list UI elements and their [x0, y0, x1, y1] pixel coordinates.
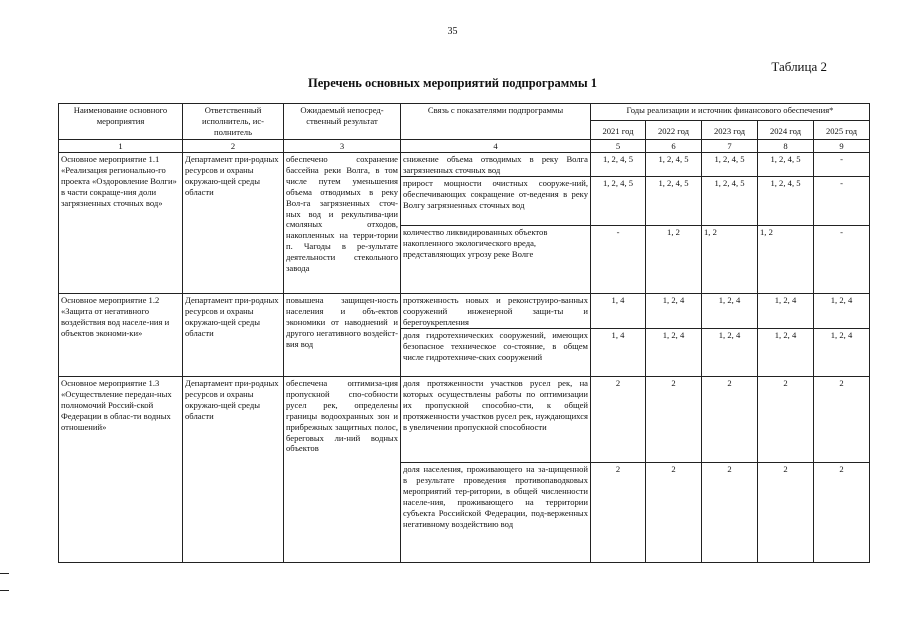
year-value: 1, 2, 4, 5: [646, 177, 702, 226]
year-value: 1, 2, 4, 5: [702, 153, 758, 177]
year-value: -: [814, 177, 870, 226]
header-row: [59, 104, 870, 121]
year-value: 1, 2: [702, 226, 758, 294]
column-number: 2: [183, 140, 284, 153]
column-number: 9: [814, 140, 870, 153]
year-value: -: [814, 153, 870, 177]
column-number: 1: [59, 140, 183, 153]
indicator-cell: доля населения, проживающего на за-щищенной в результате проведения противопаводковых мероприятий тер-ритории, в общей численности населе-ния, проживающего на территории субъекта Российской Федерации, под-верженных негативному воздействию вод: [401, 463, 591, 563]
table-label: Таблица 2: [771, 59, 827, 74]
year-value: -: [814, 226, 870, 294]
event-name: Основное мероприятие 1.1 «Реализация регионально-го проекта «Оздоровление Волги» в части сокраще-ния доли загрязненных сточных вод»: [59, 153, 183, 294]
indicator-cell: доля протяженности участков русел рек, на которых осуществлены работы по оптимизации их пропускной способно-сти, к общей протяженности участков русел рек, нуждающихся в увеличении пропускной способности: [401, 377, 591, 463]
year-value: 1, 2, 4: [646, 294, 702, 329]
year-value: 1, 2: [758, 226, 814, 294]
header-years-group: Годы реализации и источник финансового обеспечения*: [591, 104, 870, 121]
document-title: Перечень основных мероприятий подпрограммы 1: [308, 76, 597, 90]
table-row: [59, 153, 870, 177]
year-value: -: [591, 226, 646, 294]
year-value: 1, 2, 4, 5: [702, 177, 758, 226]
year-value: 1, 2, 4: [646, 329, 702, 377]
header-year: 2024 год: [758, 121, 814, 140]
year-value: 2: [591, 463, 646, 563]
year-value: 2: [814, 463, 870, 563]
header-link: Связь с показателями подпрограммы: [401, 104, 591, 140]
year-value: 1, 2, 4: [702, 329, 758, 377]
edge-mark: [0, 590, 9, 591]
header-year: 2021 год: [591, 121, 646, 140]
executor-cell: Департамент при-родных ресурсов и охраны окружаю-щей среды области: [183, 377, 284, 563]
year-value: 1, 2, 4, 5: [646, 153, 702, 177]
page-number: 35: [447, 26, 458, 37]
column-number: 6: [646, 140, 702, 153]
year-value: 1, 2, 4: [758, 294, 814, 329]
column-number: 4: [401, 140, 591, 153]
column-number-row: [59, 140, 870, 153]
result-cell: обеспечена оптимиза-ция пропускной спо-собности русел рек, определены границы водоохранных зон и прибрежных защитных полос, береговых ли-ний водных объектов: [284, 377, 401, 563]
indicator-cell: прирост мощности очистных сооруже-ний, обеспечивающих сокращение от-ведения в реку Волгу загрязненных сточных вод: [401, 177, 591, 226]
result-cell: повышена защищен-ность населения и объ-ектов экономики от наводнений и другого негативного воздейст-вия вод: [284, 294, 401, 377]
year-value: 1, 2, 4, 5: [591, 177, 646, 226]
table-row: [59, 294, 870, 329]
year-value: 1, 2, 4: [814, 329, 870, 377]
column-number: 5: [591, 140, 646, 153]
edge-mark: [0, 573, 9, 574]
header-event: Наименование основного мероприятия: [59, 104, 183, 140]
year-value: 1, 2, 4: [758, 329, 814, 377]
header-result: Ожидаемый непосред-ственный результат: [284, 104, 401, 140]
year-value: 1, 4: [591, 294, 646, 329]
events-table: [58, 103, 870, 563]
column-number: 8: [758, 140, 814, 153]
column-number: 7: [702, 140, 758, 153]
year-value: 2: [814, 377, 870, 463]
executor-cell: Департамент при-родных ресурсов и охраны окружаю-щей среды области: [183, 294, 284, 377]
year-value: 1, 2, 4, 5: [591, 153, 646, 177]
indicator-cell: снижение объема отводимых в реку Волга загрязненных сточных вод: [401, 153, 591, 177]
year-value: 2: [702, 463, 758, 563]
year-value: 2: [758, 377, 814, 463]
header-executor: Ответственный исполнитель, ис-полнитель: [183, 104, 284, 140]
year-value: 1, 2, 4, 5: [758, 153, 814, 177]
year-value: 2: [591, 377, 646, 463]
executor-cell: Департамент при-родных ресурсов и охраны окружаю-щей среды области: [183, 153, 284, 294]
year-value: 1, 2, 4: [814, 294, 870, 329]
year-value: 1, 4: [591, 329, 646, 377]
year-value: 1, 2, 4: [702, 294, 758, 329]
table-row: [59, 377, 870, 463]
header-year: 2022 год: [646, 121, 702, 140]
result-cell: обеспечено сохранение бассейна реки Волга, в том числе путем уменьшения объема отводимых в реку Вол-га загрязненных сточ-ных вод и рекультива-ции смоляных отходов, накопленных на терри-тории п. Чагоды в ре-зультате деятельности стекольного завода: [284, 153, 401, 294]
header-year: 2023 год: [702, 121, 758, 140]
event-name: Основное мероприятие 1.2 «Защита от негативного воздействия вод населе-ния и объектов экономи-ки»: [59, 294, 183, 377]
header-year: 2025 год: [814, 121, 870, 140]
year-value: 2: [646, 463, 702, 563]
year-value: 2: [702, 377, 758, 463]
column-number: 3: [284, 140, 401, 153]
year-value: 2: [646, 377, 702, 463]
indicator-cell: количество ликвидированных объектов накопленного экологического вреда, представляющих угрозу реке Волге: [401, 226, 591, 294]
indicator-cell: протяженность новых и реконструиро-ванных сооружений инженерной защи-ты и берегоукрепления: [401, 294, 591, 329]
year-value: 1, 2, 4, 5: [758, 177, 814, 226]
year-value: 2: [758, 463, 814, 563]
indicator-cell: доля гидротехнических сооружений, имеющих безопасное техническое со-стояние, в общем числе гидротехниче-ских сооружений: [401, 329, 591, 377]
year-value: 1, 2: [646, 226, 702, 294]
event-name: Основное мероприятие 1.3 «Осуществление передан-ных полномочий Россий-ской Федерации в облас-ти водных отношений»: [59, 377, 183, 563]
